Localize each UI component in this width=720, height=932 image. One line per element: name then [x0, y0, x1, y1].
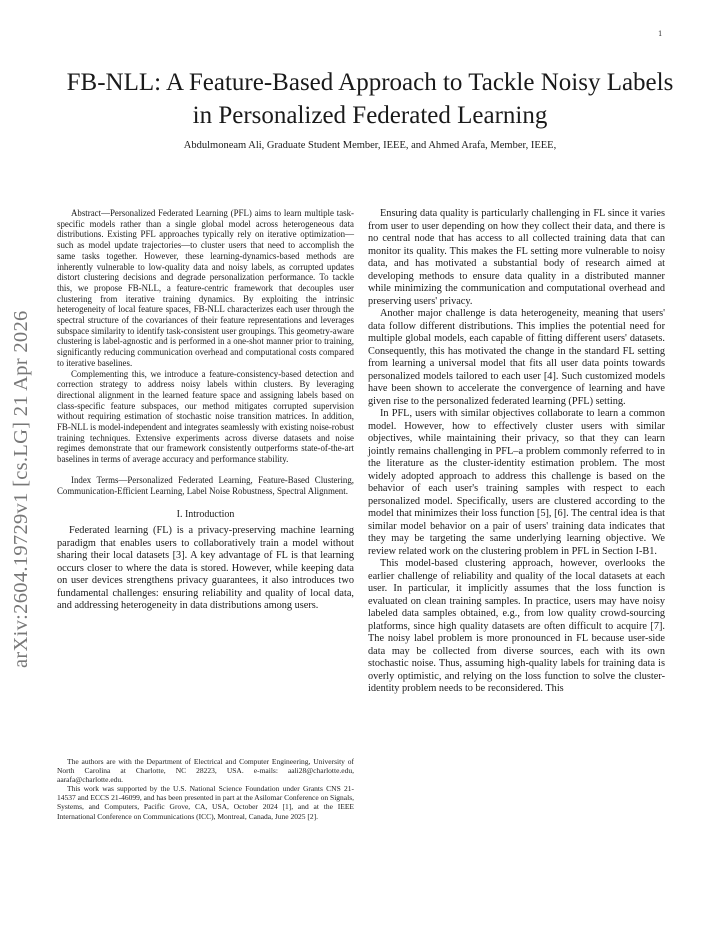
body-paragraph: In PFL, users with similar objectives collaborate to learn a common model. However, how to effectively cluster users with similar objectives, while maintaining their privacy, so that they can learn jointly remains challenging in PFL–a problem commonly referred to in the literature as the cluster-identity estimation problem. The most widely adopted approach to address this challenge is based on the behavior of each user's training samples with respect to each personalized model. Specifically, users are clustered according to the model that minimizes their loss function [5], [6]. The central idea is that similar model behavior on a pair of users' training data indicates that they may be targeting the same underlying learning objective. We review related work on the clustering problem in PFL in Section I-B1. — [368, 408, 665, 557]
body-paragraph: This model-based clustering approach, however, overlooks the earlier challenge of reliability and quality of the local datasets at each user. In particular, it implicitly assumes that the loss function is evaluated on clean training samples. In practice, users may have noisy labeled data samples obtained, e.g., from low quality crowd-sourcing platforms, since high quality datasets are often difficult to acquire [7]. The noisy label problem is more pronounced in FL because user-side data may be collected from diverse sources, each with its own stochastic noise. Thus, assuming high-quality labels for training data is overly optimistic, and relying on the loss function to solve the cluster-identity problem needs to be reconsidered. This — [368, 558, 665, 694]
left-column — [57, 208, 354, 613]
arxiv-identifier-stamp[interactable]: arXiv:2604.19729v1 [cs.LG] 21 Apr 2026 — [10, 310, 32, 668]
abstract-paragraph: Abstract—Personalized Federated Learning (PFL) aims to learn multiple task-specific models rather than a single global model across heterogeneous data distributions. Existing PFL approaches typically rely on iterative optimization—such as model update trajectories—to cluster users that need to accomplish the same tasks together. However, these learning-dynamics-based methods are inherently vulnerable to low-quality data and noisy labels, as corrupted updates distort clustering decisions and degrade personalization performance. To tackle this, we propose FB-NLL, a feature-centric framework that decouples user clustering from iterative training dynamics. By exploiting the intrinsic heterogeneity of local feature spaces, FB-NLL characterizes each user through the spectral structure of the covariances of their feature representations and leverages subspace similarity to identify task-consistent user groupings. This geometry-aware clustering is label-agnostic and is performed in a one-shot manner prior to training, significantly reducing communication overhead and computational costs compared to iterative baselines. — [57, 208, 354, 368]
author-footnote — [57, 757, 354, 821]
right-column — [368, 208, 665, 696]
index-terms: Index Terms—Personalized Federated Learning, Feature-Based Clustering, Communication-Efficient Learning, Label Noise Robustness, Spectral Alignment. — [57, 474, 354, 496]
paper-title: FB-NLL: A Feature-Based Approach to Tackle Noisy Labels in Personalized Federated Learning — [66, 69, 674, 129]
footnote-paragraph: This work was supported by the U.S. National Science Foundation under Grants CNS 21-14537 and ECCS 21-46099, and has been presented in part at the Asilomar Conference on Signals, Systems, and Computers, Pacific Grove, CA, USA, October 2024 [1], and at the IEEE International Conference on Communications (ICC), Montreal, Canada, June 2025 [2]. — [57, 784, 354, 821]
body-paragraph: Ensuring data quality is particularly challenging in FL since it varies from user to user depending on how they collect their data, and there is no central node that has access to all collected training data that can monitor its quality. This makes the FL setting more vulnerable to noisy data, and has motivated a substantial body of research aimed at developing methods to ensure data quality in a distributed manner while minimizing the communication and computational overhead and preserving users' privacy. — [368, 208, 665, 307]
body-paragraph: Federated learning (FL) is a privacy-preserving machine learning paradigm that enables users to collaboratively train a model without sharing their local datasets [3]. A key advantage of FL is that learning occurs closer to where the data is stored. However, while keeping data on user devices strengthens privacy guarantees, it also introduces two fundamental challenges: ensuring reliability and quality of local data, and addressing heterogeneity in data distributions among users. — [57, 525, 354, 612]
author-line: Abdulmoneam Ali, Graduate Student Member, IEEE, and Ahmed Arafa, Member, IEEE, — [183, 140, 557, 151]
footnote-paragraph: The authors are with the Department of Electrical and Computer Engineering, University of North Carolina at Charlotte, NC 28223, USA. e-mails: aali28@charlotte.edu, aarafa@charlotte.edu. — [57, 757, 354, 785]
abstract — [57, 208, 354, 465]
section-heading-introduction: I. Introduction — [176, 509, 235, 521]
body-paragraph: Another major challenge is data heterogeneity, meaning that users' data follow different distributions. This implies the potential need for multiple global models, each capable of fitting different users' datasets. Consequently, this has motivated the change in the standard FL setting from learning a universal model that fits all user data points towards personalized models tailored to each user [4]. Such customized models have been shown to accelerate the convergence of learning and have given rise to the personalized federated learning (PFL) setting. — [368, 308, 665, 407]
abstract-paragraph: Complementing this, we introduce a feature-consistency-based detection and correction strategy to address noisy labels within clusters. By leveraging directional alignment in the learned feature space and assigning labels based on class-specific feature subspaces, our method mitigates corrupted supervision without requiring estimation of stochastic noise transition matrices. In addition, FB-NLL is model-independent and integrates seamlessly with existing noise-robust training techniques. Extensive experiments across diverse datasets and noise regimes demonstrate that our framework consistently outperforms state-of-the-art baselines in terms of average accuracy and performance stability. — [57, 368, 354, 465]
page-number: 1 — [658, 30, 663, 38]
